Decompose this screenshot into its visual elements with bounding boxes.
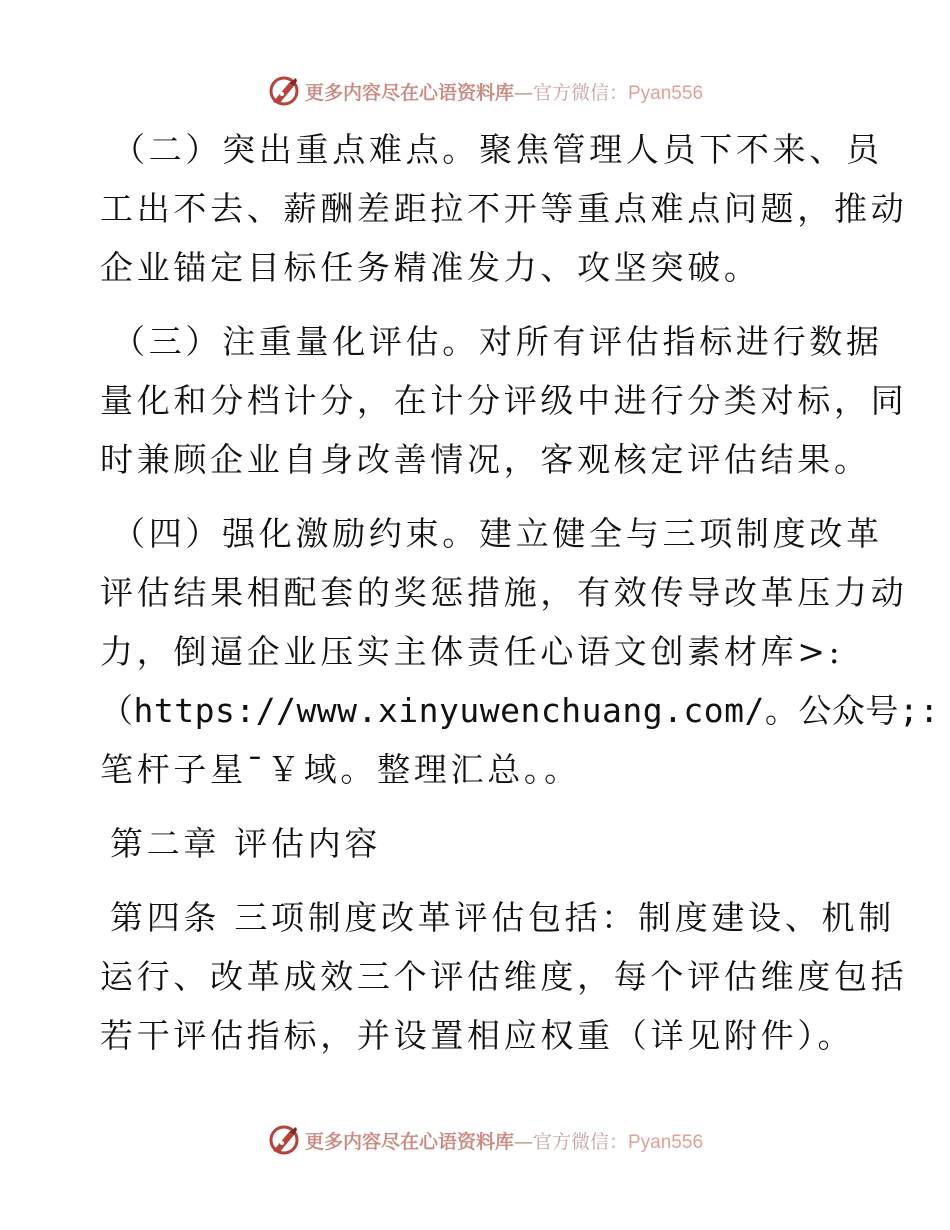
footer-watermark-banner — [0, 1120, 950, 1160]
chapter-heading: 第二章 评估内容 — [110, 824, 382, 863]
pen-nib-circle-logo-icon — [267, 1123, 301, 1157]
header-banner-wechat-id: Pyan556 — [628, 82, 704, 104]
paragraph-3 — [100, 312, 908, 489]
article-4 — [100, 888, 908, 1065]
paragraph-4-line-5: 笔杆子星¯￥域。整理汇总。。 — [100, 750, 581, 789]
pen-nib-circle-logo-icon — [267, 74, 301, 108]
paragraph-2 — [100, 120, 908, 297]
paragraph-3-line-2: 量化和分档计分，在计分评级中进行分类对标，同 — [100, 381, 908, 420]
footer-banner-main: 更多内容尽在心语资料库 — [304, 1130, 514, 1153]
paragraph-2-line-2: 工出不去、薪酬差距拉不开等重点难点问题，推动 — [100, 189, 908, 228]
paragraph-4-line-3: 力，倒逼企业压实主体责任心语文创素材库>: — [100, 632, 844, 671]
article-4-line-3: 若干评估指标，并设置相应权重（详见附件）。 — [100, 1016, 855, 1055]
footer-banner-text — [305, 1127, 703, 1154]
header-banner-wechat-label: 官方微信： — [532, 81, 628, 104]
footer-banner-wechat-label: 官方微信： — [532, 1130, 628, 1153]
footer-banner-inner — [267, 1123, 703, 1157]
header-watermark-banner — [0, 71, 950, 111]
header-banner-separator: — — [513, 81, 533, 104]
paragraph-4 — [100, 504, 940, 799]
document-body — [100, 120, 940, 1080]
paragraph-4-line-1: （四）强化激励约束。建立健全与三项制度改革 — [112, 514, 883, 553]
paragraph-3-line-3: 时兼顾企业自身改善情况，客观核定评估结果。 — [100, 440, 871, 479]
paragraph-4-url-line: （https://www.xinyuwenchuang.com/。公众号;: — [100, 691, 940, 730]
header-banner-inner — [267, 74, 703, 108]
article-4-line-1: 第四条 三项制度改革评估包括：制度建设、机制 — [110, 898, 895, 937]
article-4-line-2: 运行、改革成效三个评估维度，每个评估维度包括 — [100, 957, 908, 996]
paragraph-2-line-3: 企业锚定目标任务精准发力、攻坚突破。 — [100, 248, 761, 287]
paragraph-2-line-1: （二）突出重点难点。聚焦管理人员下不来、员 — [112, 130, 883, 169]
footer-banner-wechat-id: Pyan556 — [628, 1131, 704, 1153]
paragraph-3-line-1: （三）注重量化评估。对所有评估指标进行数据 — [112, 322, 883, 361]
footer-banner-separator: — — [513, 1130, 533, 1153]
paragraph-4-line-2: 评估结果相配套的奖惩措施，有效传导改革压力动 — [100, 573, 908, 612]
chapter-heading-block — [100, 814, 860, 873]
header-banner-main: 更多内容尽在心语资料库 — [304, 81, 514, 104]
header-banner-text — [305, 78, 703, 105]
